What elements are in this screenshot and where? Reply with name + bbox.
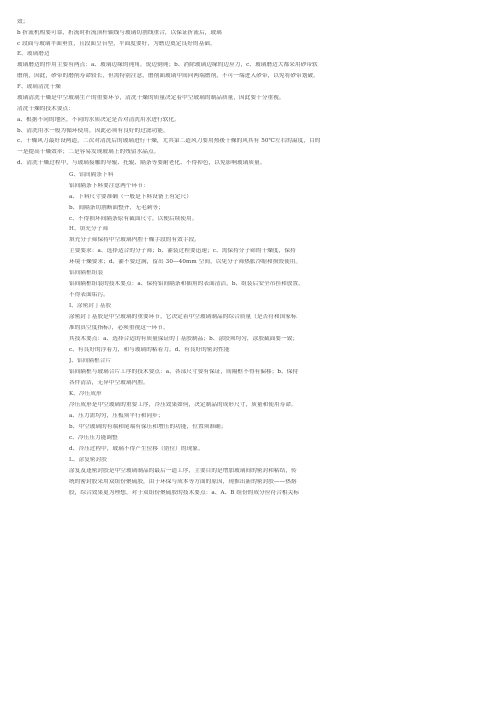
text-line: 胶，综合效果更为理想，对于双组份聚硫胶的技术要点：a、A、B 组份的成分应符合相关标	[69, 490, 300, 496]
text-line: 准的真空度指标），必须重视这一环节。	[69, 325, 169, 331]
text-line: b、清洗用水一般为循环使用，因此必须有良好的过滤功能。	[17, 128, 169, 134]
text-line: 磨削，因此，砂带的磨削寿命较长，但需特别注意，磨削面玻璃中间向两端磨削，不可一端进入砂带，以免将砂带划破。	[17, 73, 319, 79]
text-line: 涂复及逢密封胶是中空玻璃制品的最后一道工序，主要目的是增加玻璃间的密封和粘结，传	[69, 468, 297, 474]
text-line: b、间隔条切割断面整齐，无毛刺等；	[69, 205, 164, 211]
text-line: 铝间隔条下料要注意两个环节：	[69, 183, 149, 189]
text-line: 统的密封胶采用双组份聚硫胶，由于环保与成本等方面的原因，现推出新的密封胶——热熔	[69, 479, 297, 485]
section-heading: L、涂复密封胶	[69, 457, 107, 463]
text-line: c、有良好的浮着力，和与玻璃的粘着力。d、有良好的密封性能	[69, 347, 230, 353]
text-line: c 段面与玻璃平面垂直，且段面呈台型，平面度要好，为磨边奠定良好的基础。	[17, 41, 216, 47]
text-line: c、不得损坏间隔条原有截面尺寸，以便后续使用。	[69, 216, 198, 222]
text-line: 玻璃磨边的作用主要有两点：a、玻璃边缘的钝角，锐边倒钝；b、消除玻璃边缘的边应力，c、玻璃磨边大都采用砂带软	[17, 62, 318, 68]
text-line: a、压力需均匀，压板须平行和同步；	[69, 413, 164, 419]
text-line: 清洗干燥的技术要点：	[17, 106, 74, 112]
section-heading: H、填充分子筛	[69, 226, 109, 232]
text-line: a、根据不同的地区，不同的水质决定是否对清洗用水进行软化。	[17, 117, 180, 123]
section-heading: F、玻璃清洗干燥	[17, 84, 61, 90]
section-heading: E、玻璃磨边	[17, 51, 50, 57]
text-line: 铝间隔框与玻璃合片工序的技术要点：a、各部尺寸要有保证，间隔框不得有偏移；b、保持	[69, 369, 299, 375]
text-line: 主要要求：a、选择适合的分子筛；b、灌装过程要迅速；c、需保持分子筛的干燥度，保持	[69, 248, 296, 254]
text-line: c、冷压压力能调整	[69, 435, 118, 441]
text-line: 一是提高干燥效率；二是容易发现玻璃上的残留水晶点。	[17, 149, 160, 155]
text-line: 不得表面垢污。	[69, 292, 109, 298]
section-heading: 铝间隔框组装	[69, 270, 104, 276]
section-heading: K、冷压成形	[69, 391, 102, 397]
text-line: a、下料尺寸要准确（一般是下料设备上有定尺）	[69, 194, 193, 200]
text-line: 环境干燥要求；d、灌不要过满，留出 30—40mm 空间，以免分子筛热胀冷缩和损毁使用。	[69, 259, 302, 265]
text-line: 效；	[17, 19, 29, 25]
text-line: 铝间隔框组装的技术要点：a、保持铝间隔条和插角的表面清洁，b、组装后安全吊挂和放置，	[69, 281, 304, 287]
text-line: d、冷压过程中，玻璃不得产生位移（错位）的现象。	[69, 446, 204, 452]
text-line: b 折流机构要可靠，折流时折流顶杆轴线与玻璃切割线重合，以保证折流后，玻璃	[17, 30, 222, 36]
text-line: 玻璃清洗干燥是中空玻璃生产的重要环节，清洗干燥的质量决定着中空玻璃的制品质量，因此要十分重视。	[17, 95, 285, 101]
text-line: 各件清洁，无异中空玻璃内腔。	[69, 380, 149, 386]
text-line: 冷压成形是中空玻璃的重要工序，冷压效果如何，决定制品的成形尺寸，质量和使用寿命。	[69, 402, 297, 408]
text-line: 其技术要点：a、选择合适的有质量保证的丁基胶制品；b、涂胶须均匀，涂胶截面要一致；	[69, 336, 299, 342]
text-line: d、清洗干燥过程中，与玻璃接触的导辊、托辊、隔条等要耐老化、不得掉色，以免影响玻璃质量。	[17, 160, 266, 166]
section-heading: I、涂密封丁基胶	[69, 303, 112, 309]
text-line: b、中空玻璃的有端和尾端有保压和增压的功能，位置须准确；	[69, 424, 227, 430]
text-line: 涂密封丁基胶是中空玻璃的重要环节，它决定着中空玻璃制品的综合质量（是否符和国家标	[69, 314, 297, 320]
text-line: c、干燥风刀最好设两道，二次对清洗后的玻璃进行干燥，尤其第二道风刀要用热後干燥的风其有 50℃左右的温度，目的	[17, 138, 321, 144]
text-line: 填充分子筛保持中空玻璃内腔干燥手段的有效手段。	[69, 237, 200, 243]
section-heading: G、铝间隔条下料	[69, 172, 114, 178]
section-heading: J、铝间隔框合片	[69, 358, 112, 364]
